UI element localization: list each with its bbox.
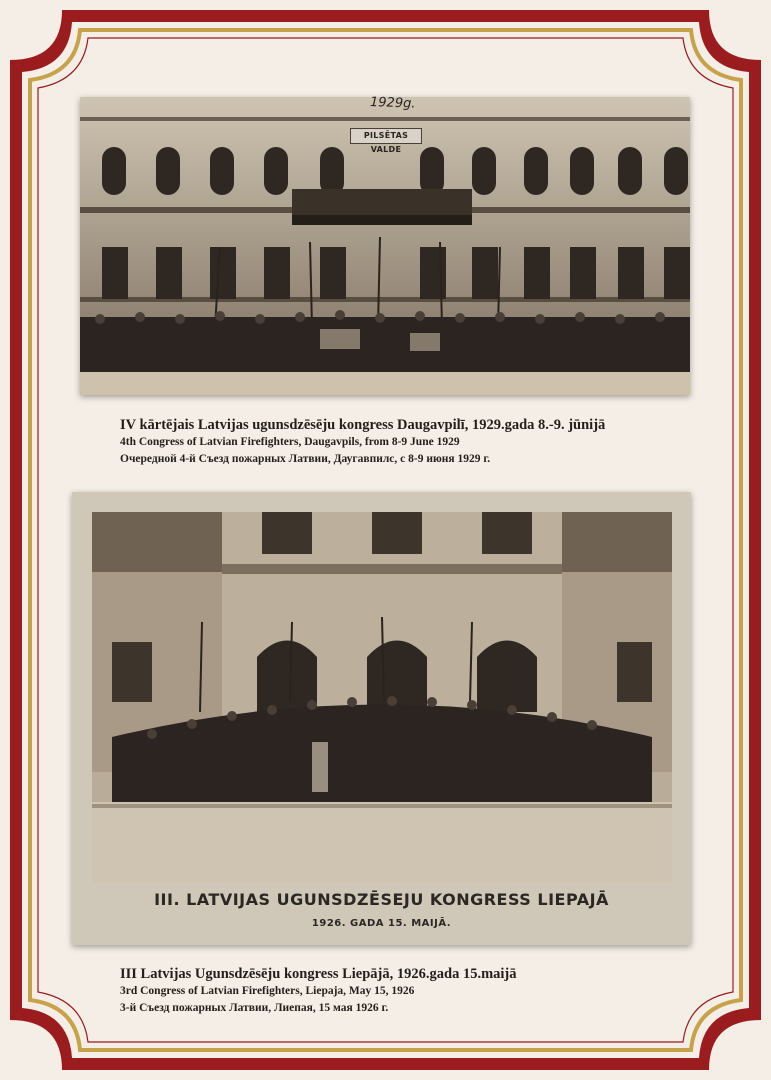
caption-russian: Очередной 4-й Съезд пожарных Латвии, Даугавпилс, с 8-9 июня 1929 г. bbox=[120, 453, 491, 465]
caption-daugavpils bbox=[120, 416, 605, 468]
caption-latvian: III Latvijas Ugunsdzēsēju kongress Liepājā, 1926.gada 15.maijā bbox=[120, 966, 517, 982]
caption-russian: 3-й Съезд пожарных Латвии, Лиепая, 15 мая 1926 г. bbox=[120, 1002, 389, 1014]
mount-date: 1926. GADA 15. MAIJĀ. bbox=[311, 918, 452, 929]
handwritten-year: 1929g. bbox=[369, 94, 416, 112]
caption-latvian: IV kārtējais Latvijas ugunsdzēsēju kongress Daugavpilī, 1929.gada 8.-9. jūnijā bbox=[120, 417, 606, 433]
mount-title: III. LATVIJAS UGUNSDZĒSEJU KONGRESS LIEPAJĀ bbox=[154, 890, 609, 909]
caption-liepaja bbox=[120, 965, 517, 1017]
photo-liepaja-congress bbox=[72, 492, 691, 945]
caption-english: 3rd Congress of Latvian Firefighters, Liepaja, May 15, 1926 bbox=[120, 985, 415, 997]
caption-english: 4th Congress of Latvian Firefighters, Daugavpils, from 8-9 June 1929 bbox=[120, 436, 460, 448]
building-sign: PILSĒTAS VALDE bbox=[350, 128, 422, 144]
